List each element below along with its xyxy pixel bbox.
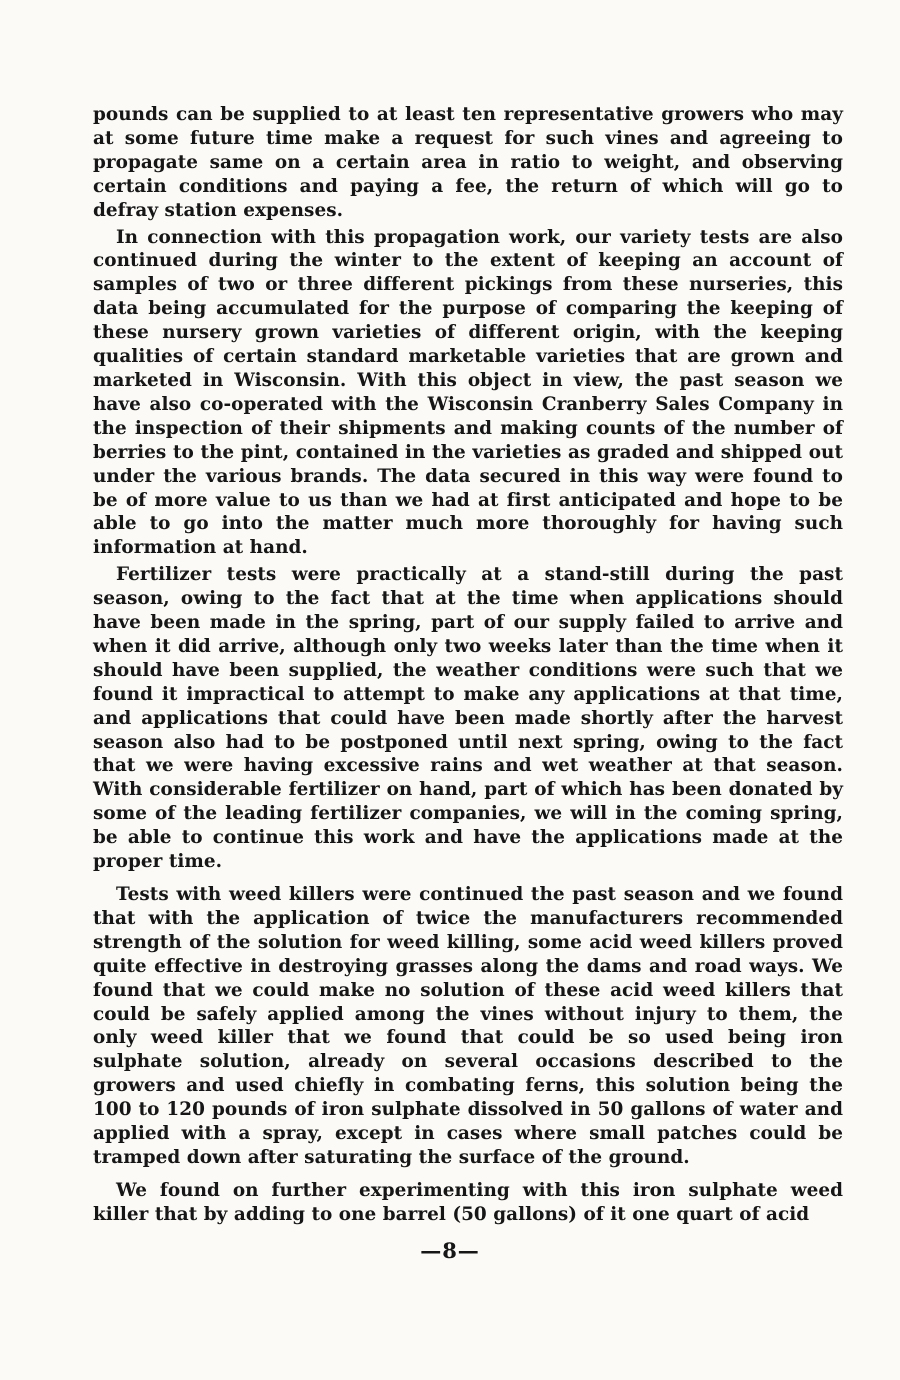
- page-number: —8—: [420, 1238, 480, 1263]
- body-text: [93, 103, 843, 1227]
- paragraph-5: We found on further experimenting with this iron sulphate weed killer that by adding to one barrel (50 gallons) of it one quart of acid: [93, 1179, 843, 1225]
- paragraph-3: Fertilizer tests were practically at a stand-still during the past season, owing to the fact that at the time when applications should have been made in the spring, part of our supply failed to arrive and when it did arrive, although only two weeks later than the time when it should have been supplied, the weather conditions were such that we found it impractical to attempt to make any applications at that time, and applications that could have been made shortly after the harvest season also had to be postponed until next spring, owing to the fact that we were having excessive rains and wet weather at that season. With considerable fertilizer on hand, part of which has been donated by some of the leading fertilizer companies, we will in the coming spring, be able to continue this work and have the applications made at the proper time.: [93, 564, 843, 873]
- paragraph-1: pounds can be supplied to at least ten representative growers who may at some future time make a request for such vines and agreeing to propagate same on a certain area in ratio to weight, and observing certain conditions and paying a fee, the return of which will go to defray station expenses.: [93, 104, 843, 221]
- paragraph-2: In connection with this propagation work, our variety tests are also continued during the winter to the extent of keeping an account of samples of two or three different pickings from these nurseries, this data being accumulated for the purpose of comparing the keeping of these nursery grown varieties of different origin, with the keeping qualities of certain standard marketable varieties that are grown and marketed in Wisconsin. With this object in view, the past season we have also co-operated with the Wisconsin Cranberry Sales Company in the inspection of their shipments and making counts of the number of berries to the pint, contained in the varieties as graded and shipped out under the various brands. The data secured in this way were found to be of more value to us than we had at first anticipated and hope to be able to go into the matter much more thoroughly for having such information at hand.: [93, 226, 843, 559]
- paragraph-4: Tests with weed killers were continued the past season and we found that with the application of twice the manufacturers recommended strength of the solution for weed killing, some acid weed killers proved quite effective in destroying grasses along the dams and road ways. We found that we could make no solution of these acid weed killers that could be safely applied among the vines without injury to them, the only weed killer that we found that could be so used being iron sulphate solution, already on several occasions described to the growers and used chiefly in combating ferns, this solution being the 100 to 120 pounds of iron sulphate dissolved in 50 gallons of water and applied with a spray, except in cases where small patches could be tramped down after saturating the surface of the ground.: [93, 884, 843, 1168]
